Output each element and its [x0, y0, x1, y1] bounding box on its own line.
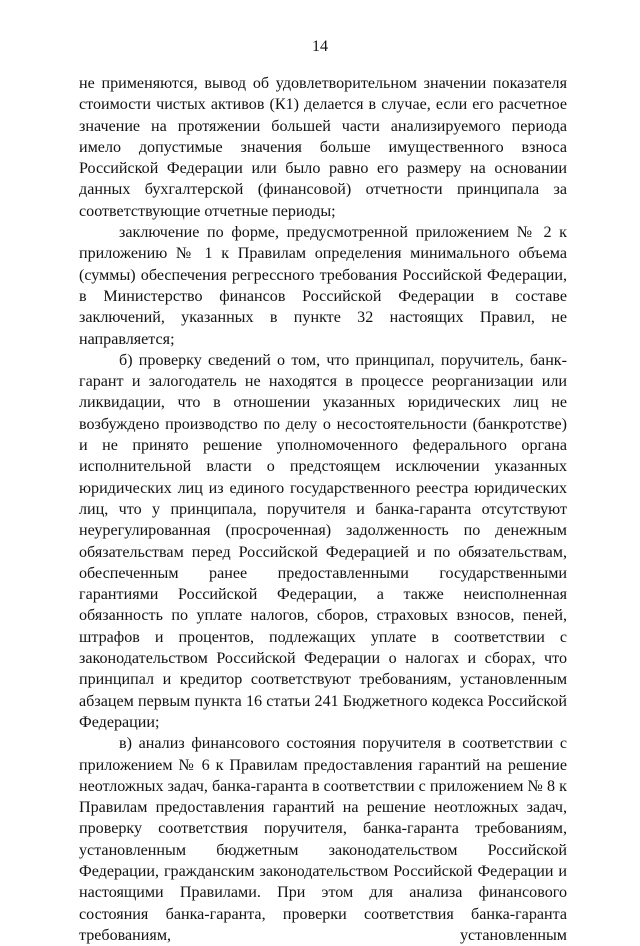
paragraph-item-v: в) анализ финансового состояния поручителя в соответствии с приложением № 6 к Правилам предоставления гарантий на решение неотложных задач, банка-гаранта в соответствии с приложением № 8 к Правилам предоставления гарантий на решение неотложных задач, проверку соответствия поручителя, банка-гаранта требованиям, установленным бюджетным законодательством Российской Федерации, гражданским законодательством Российской Федерации и настоящими Правилами. При этом для анализа финансового состояния банка-гаранта, проверки соответствия банка-гаранта требованиям, установленным	[79, 735, 567, 944]
page-number: 14	[312, 38, 328, 55]
paragraph-net-assets: не применяются, вывод об удовлетворительном значении показателя стоимости чистых активов (К1) делается в случае, если его расчетное значение на протяжении большей части анализируемого периода имело допустимые значения больше имущественного взноса Российской Федерации или было равно его размеру на основании данных бухгалтерской (финансовой) отчетности принципала за соответствующие отчетные периоды;	[79, 75, 567, 220]
paragraph-conclusion: заключение по форме, предусмотренной приложением № 2 к приложению № 1 к Правилам определения минимального объема (суммы) обеспечения регрессного требования Российской Федерации, в Министерство финансов Российской Федерации в составе заключений, указанных в пункте 32 настоящих Правил, не направляется;	[79, 224, 567, 348]
document-body	[79, 73, 567, 946]
paragraph-item-b: б) проверку сведений о том, что принципал, поручитель, банк-гарант и залогодатель не находятся в процессе реорганизации или ликвидации, что в отношении указанных юридических лиц не возбуждено производство по делу о несостоятельности (банкротстве) и не принято решение уполномоченного федерального органа исполнительной власти о предстоящем исключении указанных юридических лиц из единого государственного реестра юридических лиц, что у принципала, поручителя и банка-гаранта отсутствуют неурегулированная (просроченная) задолженность по денежным обязательствам перед Российской Федерацией и по обязательствам, обеспеченным ранее предоставленными государственными гарантиями Российской Федерации, а также неисполненная обязанность по уплате налогов, сборов, страховых взносов, пеней, штрафов и процентов, подлежащих уплате в соответствии с законодательством Российской Федерации о налогах и сборах, что принципал и кредитор соответствуют требованиям, установленным абзацем первым пункта 16 статьи 241 Бюджетного кодекса Российской Федерации;	[79, 351, 567, 731]
